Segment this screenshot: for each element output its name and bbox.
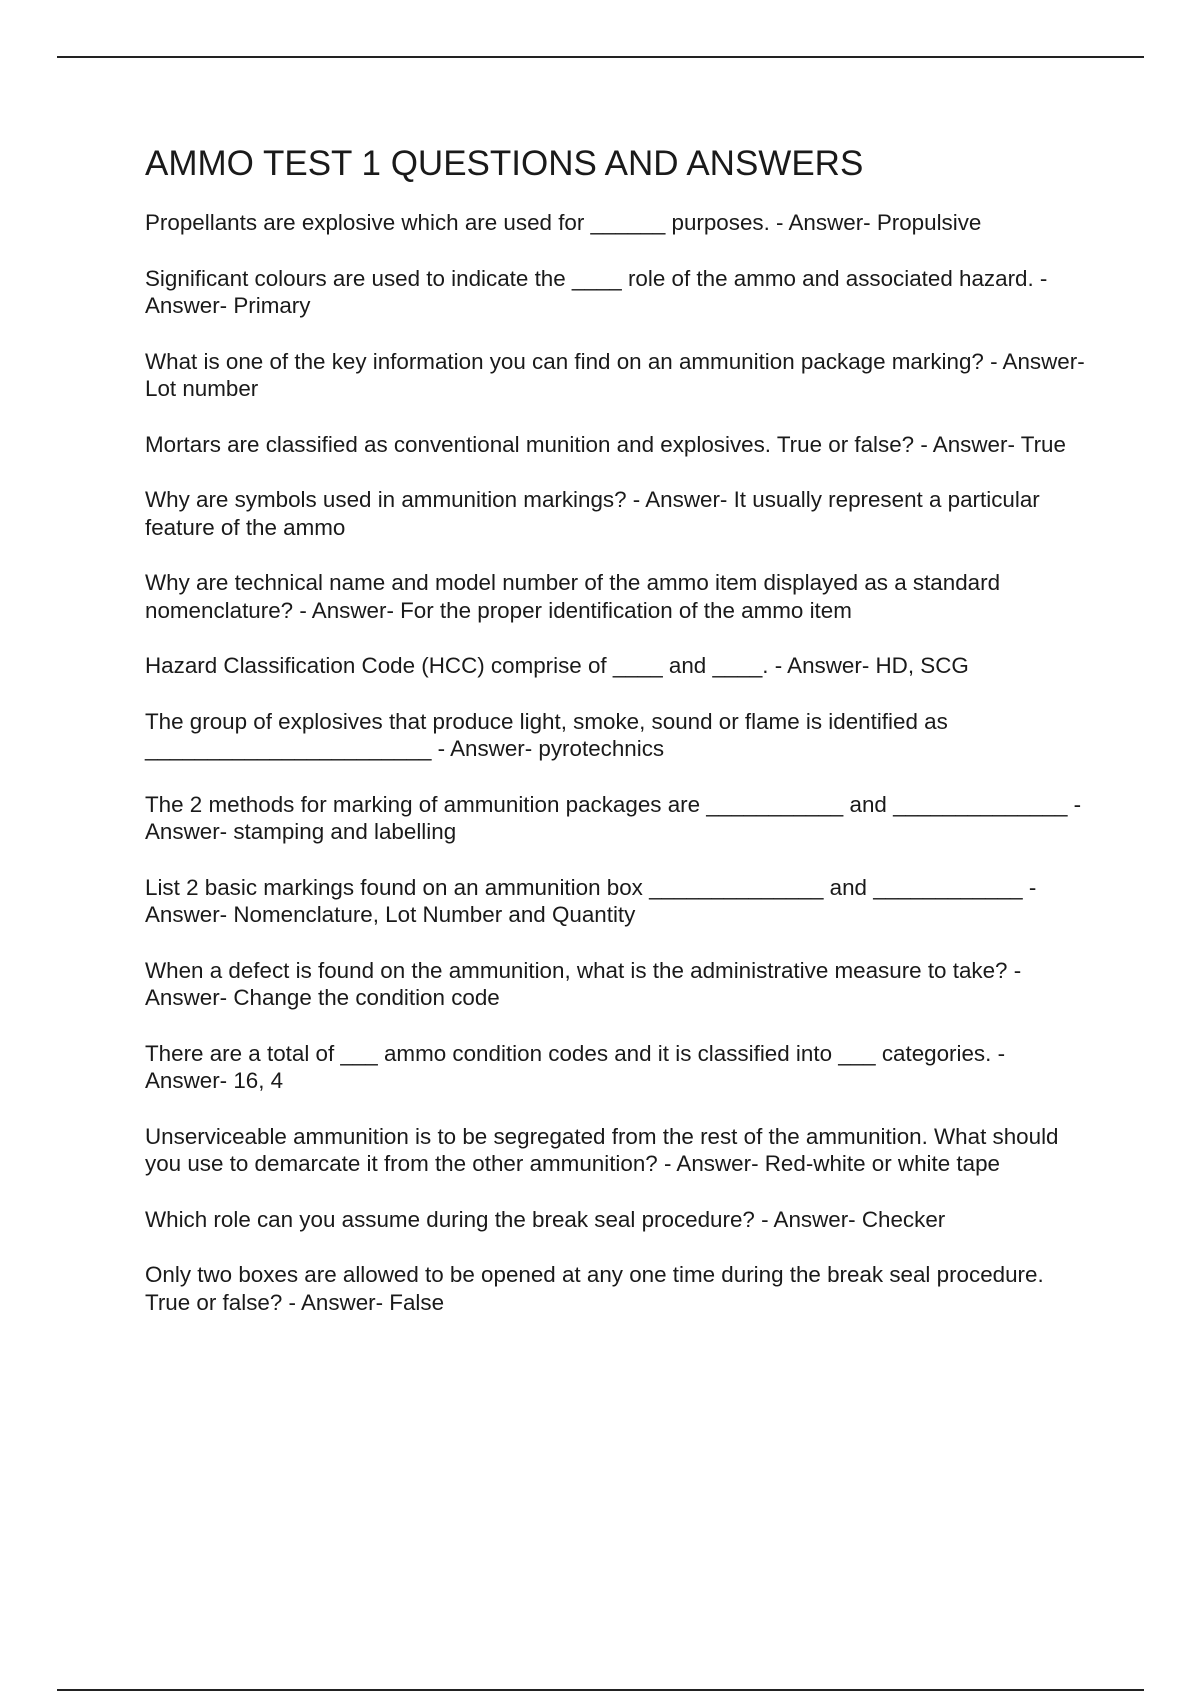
qa-item: Why are symbols used in ammunition markings? - Answer- It usually represent a particular feature of the ammo [145,487,1046,540]
qa-item: When a defect is found on the ammunition, what is the administrative measure to take? - Answer- Change the condition code [145,957,1027,1010]
top-divider [57,56,1144,58]
qa-item: Mortars are classified as conventional munition and explosives. True or false? - Answer- True [145,431,1066,457]
qa-item: The group of explosives that produce light, smoke, sound or flame is identified as _______________________ - Answer- pyrotechnics [145,708,955,761]
qa-item: Propellants are explosive which are used for ______ purposes. - Answer- Propulsive [145,210,982,235]
qa-item: What is one of the key information you can find on an ammunition package marking? - Answer- Lot number [145,348,1091,401]
qa-item: Only two boxes are allowed to be opened at any one time during the break seal procedure. True or false? - Answer- False [145,1262,1050,1315]
qa-item: List 2 basic markings found on an ammunition box ______________ and ____________ - Answer- Nomenclature, Lot Number and Quantity [145,874,1042,927]
qa-item: Significant colours are used to indicate the ____ role of the ammo and associated hazard. - Answer- Primary [145,265,1053,318]
bottom-divider [57,1689,1144,1691]
qa-item: Why are technical name and model number of the ammo item displayed as a standard nomenclature? - Answer- For the proper identification of the ammo item [145,570,1007,623]
qa-item: The 2 methods for marking of ammunition packages are ___________ and ______________ - Answer- stamping and labelling [145,791,1087,844]
qa-item: There are a total of ___ ammo condition codes and it is classified into ___ categories. - Answer- 16, 4 [145,1040,1011,1093]
document-body [145,142,1090,1344]
qa-item: Hazard Classification Code (HCC) comprise of ____ and ____. - Answer- HD, SCG [145,653,969,678]
qa-item: Unserviceable ammunition is to be segregated from the rest of the ammunition. What should you use to demarcate it from the other ammunition? - Answer- Red-white or white tape [145,1123,1065,1176]
document-title: AMMO TEST 1 QUESTIONS AND ANSWERS [145,144,864,183]
qa-item: Which role can you assume during the break seal procedure? - Answer- Checker [145,1206,946,1232]
